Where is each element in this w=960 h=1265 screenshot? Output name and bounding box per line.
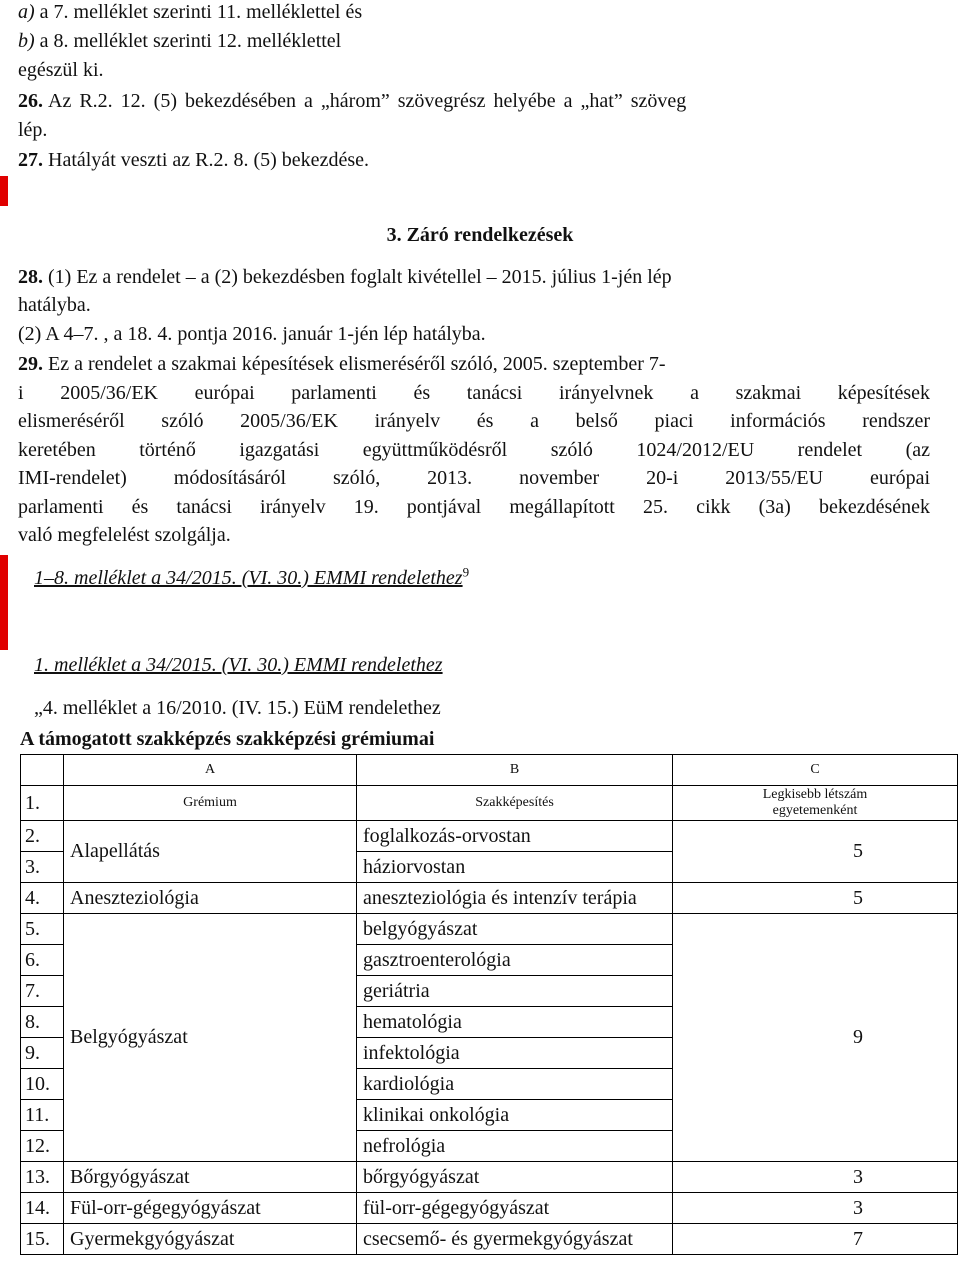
szakkepesites-cell: klinikai onkológia: [357, 1100, 673, 1131]
szakkepesites-cell: kardiológia: [357, 1069, 673, 1100]
row-number: 6.: [21, 945, 64, 976]
row-number: 7.: [21, 976, 64, 1007]
row-number: 15.: [21, 1224, 64, 1255]
header-gremium: Grémium: [64, 786, 357, 821]
table-title: A támogatott szakképzés szakképzési grémiumai: [20, 728, 435, 750]
szakkepesites-cell: hematológia: [357, 1007, 673, 1038]
intro-line-b: b) a 8. melléklet szerinti 12. melléklettel: [18, 30, 342, 52]
point-28-paragraph-2: (2) A 4–7. , a 18. 4. pontja 2016. január 1-jén lép hatályba.: [18, 323, 486, 345]
szakkepesites-cell: gasztroenterológia: [357, 945, 673, 976]
point-29-line: i 2005/36/EK európai parlamenti és tanácsi irányelvnek a szakmai képesítések: [18, 382, 930, 404]
row-number: 9.: [21, 1038, 64, 1069]
szakkepesites-cell: fül-orr-gégegyógyászat: [357, 1193, 673, 1224]
point-29-line: elismeréséről szóló 2005/36/EK irányelv és a belső piaci információs rendszer: [18, 410, 930, 432]
point-26: 26. Az R.2. 12. (5) bekezdésében a „három” szövegrész helyébe a „hat” szöveg: [18, 90, 687, 112]
szakkepesites-cell: geriátria: [357, 976, 673, 1007]
table-cell: [21, 755, 64, 786]
gremium-cell: Bőrgyógyászat: [64, 1162, 357, 1193]
table-row: [21, 883, 958, 914]
intro-line-c: egészül ki.: [18, 59, 104, 81]
szakkepesites-cell: aneszteziológia és intenzív terápia: [357, 883, 673, 914]
table-row: [21, 1193, 958, 1224]
section-heading: 3. Záró rendelkezések: [386, 224, 574, 246]
row-number: 2.: [21, 821, 64, 852]
point-29-line: keretében történő igazgatási együttműködésről szóló 1024/2012/EU rendelet (az: [18, 439, 930, 461]
column-letter-c: C: [673, 755, 958, 786]
row-number: 8.: [21, 1007, 64, 1038]
gremium-table: [20, 754, 958, 1255]
point-29-line: való megfelelést szolgálja.: [18, 524, 231, 546]
row-number: 11.: [21, 1100, 64, 1131]
intro-line-a: a) a 7. melléklet szerinti 11. melléklettel és: [18, 1, 363, 23]
szakkepesites-cell: bőrgyógyászat: [357, 1162, 673, 1193]
annex-range-link[interactable]: 1–8. melléklet a 34/2015. (VI. 30.) EMMI rendelethez$^9$: [34, 564, 470, 589]
row-number: 12.: [21, 1131, 64, 1162]
row-number: 3.: [21, 852, 64, 883]
gremium-cell: Fül-orr-gégegyógyászat: [64, 1193, 357, 1224]
gremium-cell: Gyermekgyógyászat: [64, 1224, 357, 1255]
row-number: 1.: [21, 786, 64, 821]
column-letter-b: B: [357, 755, 673, 786]
table-row: [21, 1224, 958, 1255]
header-min-count: Legkisebb létszám egyetemenként: [673, 786, 958, 821]
min-count-cell: 5: [673, 883, 958, 914]
szakkepesites-cell: nefrológia: [357, 1131, 673, 1162]
point-29: 29. Ez a rendelet a szakmai képesítések elismeréséről szóló, 2005. szeptember 7-: [18, 353, 666, 375]
min-count-cell: 7: [673, 1224, 958, 1255]
min-count-cell: 5: [673, 821, 958, 883]
table-row: [21, 1162, 958, 1193]
change-marker: [0, 176, 8, 206]
table-column-letters: [21, 755, 958, 786]
szakkepesites-cell: csecsemő- és gyermekgyógyászat: [357, 1224, 673, 1255]
szakkepesites-cell: belgyógyászat: [357, 914, 673, 945]
szakkepesites-cell: háziorvostan: [357, 852, 673, 883]
row-number: 13.: [21, 1162, 64, 1193]
gremium-cell: Aneszteziológia: [64, 883, 357, 914]
point-26-cont: lép.: [18, 119, 48, 141]
annex-4-title: „4. melléklet a 16/2010. (IV. 15.) EüM rendelethez: [34, 697, 441, 719]
table-row: [21, 914, 958, 945]
point-29-line: parlamenti és tanácsi irányelv 19. pontjával megállapított 25. cikk (3a) bekezdésének: [18, 496, 930, 518]
min-count-cell: 3: [673, 1193, 958, 1224]
row-number: 4.: [21, 883, 64, 914]
gremium-cell: Belgyógyászat: [64, 914, 357, 1162]
szakkepesites-cell: foglalkozás-orvostan: [357, 821, 673, 852]
annex-1-link[interactable]: 1. melléklet a 34/2015. (VI. 30.) EMMI rendelethez: [34, 654, 443, 676]
min-count-cell: 3: [673, 1162, 958, 1193]
point-28-cont: hatályba.: [18, 294, 91, 316]
header-szakkepesites: Szakképesítés: [357, 786, 673, 821]
row-number: 14.: [21, 1193, 64, 1224]
point-27: 27. Hatályát veszti az R.2. 8. (5) bekezdése.: [18, 149, 369, 171]
column-letter-a: A: [64, 755, 357, 786]
point-29-line: IMI-rendelet) módosításáról szóló, 2013. november 20-i 2013/55/EU európai: [18, 467, 930, 489]
point-28: 28. (1) Ez a rendelet – a (2) bekezdésben foglalt kivétellel – 2015. július 1-jén lép: [18, 266, 672, 288]
min-count-cell: 9: [673, 914, 958, 1162]
footnote-ref[interactable]: 9: [462, 564, 470, 580]
szakkepesites-cell: infektológia: [357, 1038, 673, 1069]
gremium-cell: Alapellátás: [64, 821, 357, 883]
row-number: 5.: [21, 914, 64, 945]
table-header-row: [21, 786, 958, 821]
row-number: 10.: [21, 1069, 64, 1100]
change-marker: [0, 555, 8, 650]
table-row: [21, 821, 958, 852]
